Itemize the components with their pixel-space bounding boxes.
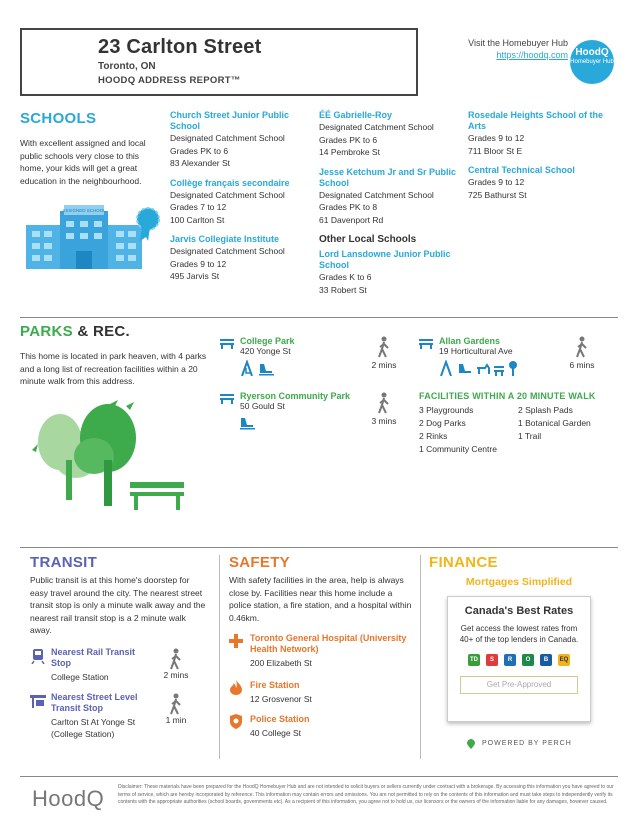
lender-logo: O (522, 654, 534, 666)
school-grades: Grades 7 to 12 (170, 202, 227, 212)
other-schools-heading: Other Local Schools (319, 234, 417, 245)
transit-label: Nearest Street Level Transit Stop (51, 692, 138, 713)
school-address: 100 Carlton St (170, 214, 225, 225)
school-entry (319, 249, 459, 296)
safety-item (250, 714, 410, 739)
school-type: Designated Catchment School (319, 122, 434, 132)
park-name: Ryerson Community Park (240, 391, 351, 401)
schools-title: SCHOOLS (20, 110, 97, 127)
park-item[interactable] (240, 336, 295, 356)
report-title: HOODQ ADDRESS REPORT™ (98, 75, 241, 86)
school-name[interactable]: Church Street Junior Public School (170, 110, 290, 131)
skating-rink-icon (240, 415, 256, 431)
school-address: 61 Davenport Rd (319, 214, 384, 225)
hospital-cross-icon (229, 634, 243, 648)
park-address: 19 Horticultural Ave (439, 346, 513, 356)
transit-value: College Station (51, 672, 109, 682)
walking-person-icon (575, 336, 589, 358)
school-grades: Grades PK to 8 (319, 202, 378, 212)
school-address: 83 Alexander St (170, 158, 231, 168)
rates-card (447, 596, 591, 722)
school-grades: Grades PK to 6 (170, 145, 229, 156)
powered-by-perch: POWERED BY PERCH (482, 740, 572, 747)
park-name: College Park (240, 336, 295, 346)
school-entry (319, 167, 459, 227)
park-bench-icon (220, 392, 234, 404)
school-address: 14 Pembroke St (319, 147, 380, 157)
walk-time: 3 mins (371, 416, 397, 426)
school-type: Designated Catchment School (170, 246, 285, 256)
school-address: 711 Bloor St E (468, 145, 523, 156)
facility-item: 2 Rinks (419, 431, 448, 441)
playground-rink-icons (240, 360, 276, 376)
transit-title: TRANSIT (30, 554, 98, 571)
lender-logo: B (540, 654, 552, 666)
school-entry (170, 110, 310, 170)
school-address: 495 Jarvis St (170, 271, 220, 281)
facility-item: 2 Dog Parks (419, 418, 466, 428)
address-city: Toronto, ON (98, 61, 156, 72)
facility-item: 1 Botanical Garden (518, 418, 591, 428)
park-bench-icon (419, 337, 433, 349)
hub-badge[interactable] (570, 40, 614, 84)
parks-title-a: PARKS (20, 323, 73, 340)
schools-column-1 (170, 110, 310, 283)
school-entry (468, 110, 608, 157)
hub-label: Visit the Homebuyer Hub (468, 38, 568, 48)
safety-item (250, 633, 410, 669)
disclaimer: Disclaimer: These materials have been prepared for the HoodQ Homebuyer Hub and are not intended to solicit buyers or sellers currently under contract with a brokerage. By accessing this information you have agreed to our terms of service, which are hereby incorporated by reference. This information may contain errors and omissions. You are not permitted to rely on the contents of this information and must take steps to independently verify its contents with the appropriate authorities (school boards, governments etc). As a recipient of this information, you agree not to hold us, our licensors or the owners of the information liable for any damages, however caused. (118, 784, 614, 805)
school-grades: Grades PK to 6 (319, 134, 378, 145)
bus-stop-icon (30, 694, 46, 708)
schools-blurb: With excellent assigned and local public schools very close to this home, your kids will get a great education in the neighbourhood. (20, 138, 146, 186)
school-type: Designated Catchment School (319, 189, 434, 200)
lender-logo: TD (468, 654, 480, 666)
parks-title-b: & REC. (72, 323, 131, 340)
school-name[interactable]: Lord Lansdowne Junior Public School (319, 249, 451, 270)
school-name[interactable]: Rosedale Heights School of the Arts (468, 110, 604, 131)
park-name: Allan Gardens (439, 336, 501, 346)
hub-link[interactable]: https://hoodq.com (496, 50, 568, 60)
safety-address: 200 Elizabeth St (250, 658, 312, 668)
lender-logos (456, 654, 582, 666)
column-divider (219, 555, 220, 759)
facility-item: 1 Community Centre (419, 444, 497, 454)
hoodq-logo: HoodQ (32, 786, 105, 811)
address-title: 23 Carlton Street (98, 36, 262, 58)
safety-blurb: With safety facilities in the area, help is always close by. Facilities near this home include a police station, a fire station, and a hospital within 0.46km. (229, 575, 412, 623)
address-header (20, 28, 418, 96)
school-entry (319, 110, 459, 159)
perch-pin-icon (467, 739, 475, 749)
safety-title: SAFETY (229, 554, 290, 571)
walking-person-icon (169, 693, 183, 715)
facilities-left-list (419, 404, 517, 456)
rates-card-text: Get access the lowest rates from 40+ of the top lenders in Canada. (459, 624, 579, 644)
safety-name: Police Station (250, 714, 310, 724)
school-name[interactable]: Central Technical School (468, 165, 575, 175)
school-grades: Grades 9 to 12 (170, 258, 227, 269)
facility-icons (439, 360, 519, 376)
school-entry (170, 178, 310, 227)
school-address: 725 Bathurst St (468, 189, 527, 200)
walk-time: 2 mins (163, 670, 189, 680)
lender-logo: EQ (558, 654, 570, 666)
school-grades: Grades 9 to 12 (468, 177, 525, 187)
safety-name: Toronto General Hospital (University Health Network) (250, 633, 407, 654)
badge-brand: HoodQ (575, 47, 609, 58)
facility-item: 2 Splash Pads (518, 405, 573, 415)
park-item[interactable] (439, 336, 513, 356)
badge-sub: Homebuyer Hub (570, 59, 614, 65)
safety-item (250, 680, 410, 705)
section-divider (20, 317, 618, 318)
section-divider (20, 776, 618, 777)
walk-time: 6 mins (569, 360, 595, 370)
rates-card-title: Canada's Best Rates (464, 605, 574, 617)
parks-title (20, 323, 130, 340)
school-name[interactable]: Jarvis Collegiate Institute (170, 234, 280, 244)
walking-person-icon (169, 648, 183, 670)
facilities-right-list (518, 404, 618, 443)
school-entry (170, 234, 310, 283)
finance-subtitle: Mortgages Simplified (465, 576, 573, 588)
fire-icon (230, 680, 242, 695)
park-trees-icon (22, 398, 202, 520)
lender-logo: S (486, 654, 498, 666)
transit-label: Nearest Rail Transit Stop (51, 647, 136, 668)
school-sign-text: ASSIGNED SCHOOL (62, 208, 106, 213)
park-item[interactable] (240, 391, 350, 411)
safety-address: 12 Grosvenor St (250, 694, 312, 704)
parks-blurb: This home is located in park heaven, with 4 parks and a long list of recreation facilities within a 20 minute walk from this address. (20, 351, 207, 386)
column-divider (420, 555, 421, 759)
section-divider (20, 547, 618, 548)
walk-time: 1 min (165, 715, 187, 725)
school-name[interactable]: Jesse Ketchum Jr and Sr Public School (319, 166, 457, 188)
walking-person-icon (377, 336, 391, 358)
facility-item: 1 Trail (518, 431, 542, 441)
walking-person-icon (377, 392, 391, 414)
park-address: 420 Yonge St (240, 346, 291, 356)
facilities-heading: FACILITIES WITHIN A 20 MINUTE WALK (419, 391, 596, 401)
school-grades: Grades K to 6 (319, 272, 372, 282)
school-type: Designated Catchment School (170, 133, 285, 143)
transit-item (51, 647, 157, 683)
train-icon (30, 648, 46, 664)
walk-time: 2 mins (371, 360, 397, 370)
transit-item (51, 692, 157, 740)
transit-value: Carlton St At Yonge St (College Station) (51, 717, 136, 739)
park-bench-icon (220, 337, 234, 349)
safety-name: Fire Station (250, 680, 300, 690)
safety-address: 40 College St (250, 728, 302, 738)
park-address: 50 Gould St (240, 401, 285, 411)
police-badge-icon (230, 714, 242, 729)
school-name[interactable]: Collège français secondaire (170, 177, 290, 188)
schools-column-2 (319, 110, 459, 296)
lender-logo: R (504, 654, 516, 666)
school-address: 33 Robert St (319, 284, 367, 295)
school-name[interactable]: ÉÉ Gabrielle-Roy (319, 110, 393, 120)
schools-column-3 (468, 110, 608, 201)
school-type: Designated Catchment School (170, 189, 285, 200)
transit-blurb: Public transit is at this home's doorstep for easy travel around the city. The nearest street transit stop is only a minute walk away and the nearest rail transit stop is a 2 minute walk away. (30, 575, 206, 635)
get-pre-approved-button[interactable]: Get Pre-Approved (460, 676, 578, 694)
school-building-icon (22, 203, 162, 271)
school-grades: Grades 9 to 12 (468, 133, 525, 143)
facility-item: 3 Playgrounds (419, 405, 474, 415)
hub-promo (460, 37, 568, 61)
finance-title: FINANCE (429, 554, 498, 571)
school-entry (468, 165, 608, 201)
